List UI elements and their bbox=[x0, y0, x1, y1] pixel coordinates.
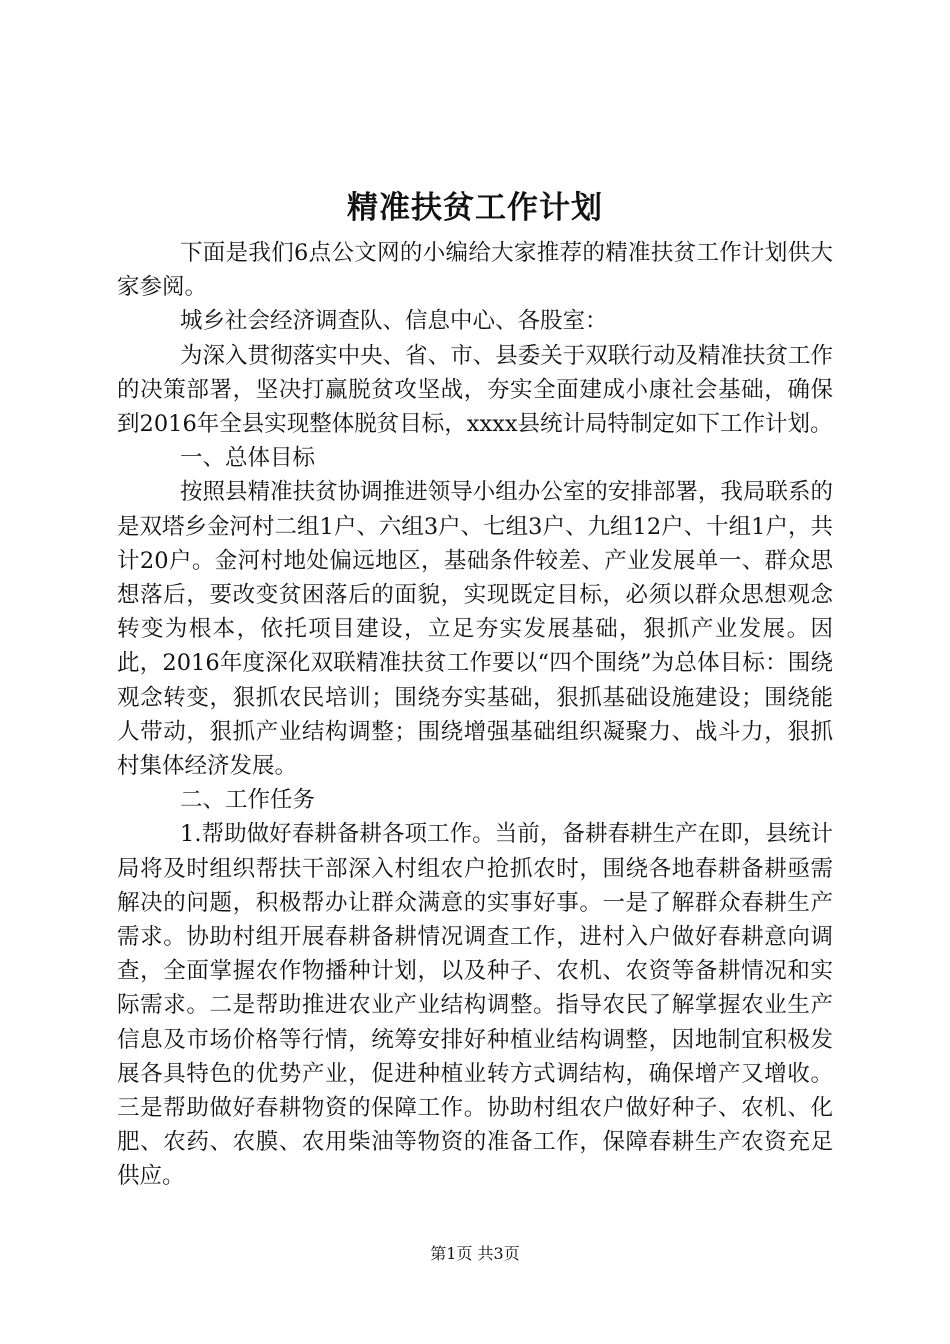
page-indicator: 第1页 共3页 bbox=[430, 1244, 520, 1263]
document-title: 精准扶贫工作计划 bbox=[347, 190, 603, 226]
paragraph-task-1: 1.帮助做好春耕备耕各项工作。当前，备耕春耕生产在即，县统计局将及时组织帮扶干部深入村组农户抢抓农时，围绕各地春耕备耕亟需解决的问题，积极帮办让群众满意的实事好事。一是了解群众春耕生产需求。协助村组开展春耕备耕情况调查工作，进村入户做好春耕意向调查，全面掌握农作物播种计划，以及种子、农机、农资等备耕情况和实际需求。二是帮助推进农业产业结构调整。指导农民了解掌握农业生产信息及市场价格等行情，统筹安排好种植业结构调整，因地制宜积极发展各具特色的优势产业，促进种植业转方式调结构，确保增产又增收。三是帮助做好春耕物资的保障工作。协助村组农户做好种子、农机、化肥、农药、农膜、农用柴油等物资的准备工作，保障春耕生产农资充足供应。 bbox=[117, 821, 833, 1190]
paragraph-purpose: 为深入贯彻落实中央、省、市、县委关于双联行动及精准扶贫工作的决策部署，坚决打赢脱贫攻坚战，夯实全面建成小康社会基础，确保到2016年全县实现整体脱贫目标，xxxx县统计局特制定如下工作计划。 bbox=[117, 342, 833, 438]
paragraph-goals: 按照县精准扶贫协调推进领导小组办公室的安排部署，我局联系的是双塔乡金河村二组1户、六组3户、七组3户、九组12户、十组1户，共计20户。金河村地处偏远地区，基础条件较差、产业发展单一、群众思想落后，要改变贫困落后的面貌，实现既定目标，必须以群众思想观念转变为根本，依托项目建设，立足夯实发展基础，狠抓产业发展。因此，2016年度深化双联精准扶贫工作要以“四个围绕”为总体目标：围绕观念转变，狠抓农民培训；围绕夯实基础，狠抓基础设施建设；围绕能人带动，狠抓产业结构调整；围绕增强基础组织凝聚力、战斗力，狠抓村集体经济发展。 bbox=[117, 479, 833, 780]
section-heading-tasks: 二、工作任务 bbox=[180, 787, 316, 814]
section-heading-goals: 一、总体目标 bbox=[180, 445, 316, 472]
document-body bbox=[117, 236, 833, 1194]
paragraph-addressee: 城乡社会经济调查队、信息中心、各股室： bbox=[180, 308, 608, 335]
paragraph-intro: 下面是我们6点公文网的小编给大家推荐的精准扶贫工作计划供大家参阅。 bbox=[117, 240, 833, 301]
